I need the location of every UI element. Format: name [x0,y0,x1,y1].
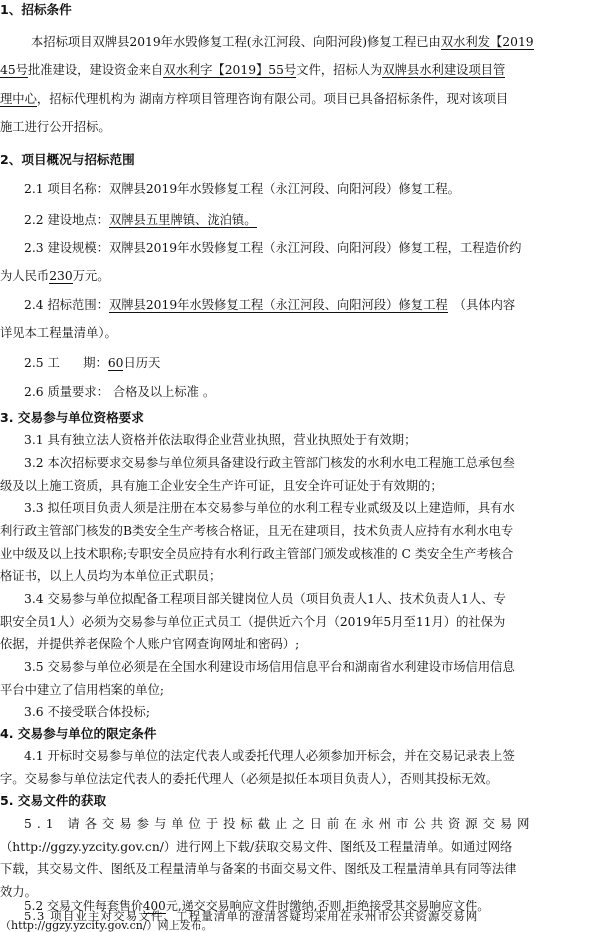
section-3-heading: 3. 交易参与单位资格要求 [0,410,144,425]
agency-text: ，招标代理机构为 湖南方梓项目管理咨询有限公司 [36,92,312,106]
item-2-4 [0,297,616,313]
s1-line-4: 施工进行公开招标。 [0,120,111,134]
item-2-1 [0,181,616,197]
item-text: 日历天 [123,356,161,370]
s1-text: 文件，招标人为 [296,63,383,77]
item-3-5-cont: 平台中建立了信用档案的单位; [0,683,165,697]
item-label: 2.1 项目名称： [24,182,109,196]
item-2-3-cont [0,268,616,284]
section-4-heading: 4. 交易参与单位的限定条件 [0,726,157,741]
tenderer-name: 双牌县水利建设项目管 [382,63,506,77]
item-text: （具体内容 [453,298,516,312]
s1-text: 。项目已具备招标条件，现对该项目 [311,92,509,106]
project-location: 双牌县五里牌镇、泷泊镇。 [108,213,257,227]
item-text: 万元。 [72,269,110,283]
s1-text: 本招标项目双牌县2019年水毁修复工程(永江河段、向阳河段)修复工程已由 [31,35,441,49]
item-3-3-cont-3: 格证书，以上人员均为本单位正式职员； [0,569,222,583]
item-3-1: 3.1 具有独立法人资格并依法取得企业营业执照，营业执照处于有效期； [24,433,417,447]
section-1-heading: 1、招标条件 [0,2,72,17]
approval-doc-number: 双水利发【2019 [440,35,534,49]
project-name: 双牌县2019年水毁修复工程（永江河段、向阳河段）修复工程。 [108,182,460,196]
item-2-2 [0,212,616,228]
tenderer-name-cont: 理中心 [0,92,37,106]
item-4-1: 4.1 开标时交易参与单位的法定代表人或委托代理人必须参加开标会，并在交易记录表上签 [24,749,515,763]
item-2-6: 2.6 质量要求： 合格及以上标准 。 [24,385,216,399]
s1-line-1 [0,34,616,50]
section-5-heading: 5. 交易文件的获取 [0,793,107,808]
item-4-1-cont: 字。交易参与单位法定代表人的委托代理人（必须是拟任本项目负责人），否则其投标无效。 [0,772,499,786]
item-5-1-cont-2: 下载，其交易文件、图纸及工程量清单与备案的书面交易文件、图纸及工程量清单具有同等法律 [0,862,517,876]
item-3-2-cont: 级及以上施工资质，具有施工企业安全生产许可证，且安全许可证处于有效期的； [0,479,443,493]
item-3-3-cont-1: 利行政主管部门核发的B类安全生产考核合格证，且无在建项目，技术负责人应持有水利水电专 [0,524,514,538]
s1-line-2 [0,62,616,78]
item-3-6: 3.6 不接受联合体投标; [24,705,150,719]
item-5-1-cont-1: （http://ggzy.yzcity.gov.cn/）进行网上下载/获取交易文件、图纸及工程量清单。如通过网络 [0,840,513,854]
item-label: 2.5 工 期： [24,356,108,370]
s1-text: 批准建设，建设资金来自 [27,63,164,77]
item-5-3-cont: （http://ggzy.yzcity.gov.cn/）网上发布。 [0,919,213,932]
item-3-3-cont-2: 业中级及以上技术职称;专职安全员应持有水利行政主管部门颁发或核准的 C 类安全生产考核合 [0,547,514,561]
item-3-2: 3.2 本次招标要求交易参与单位须具备建设行政主管部门核发的水利水电工程施工总承包叁 [24,456,515,470]
item-3-4-cont-1: 职安全员1人）必须为交易参与单位正式员工（提供近六个月（2019年5月至11月）的社保为 [0,615,506,629]
item-3-4: 3.4 交易参与单位拟配备工程项目部关键岗位人员（项目负责人1人、技术负责人1人、专 [24,592,506,606]
duration-days: 60 [107,356,124,370]
project-cost: 230 [49,269,73,283]
item-2-5 [0,355,616,371]
item-label: 2.2 建设地点： [24,213,109,227]
item-text: 为人民币 [0,269,50,283]
item-3-4-cont-2: 依据，并提供养老保险个人账户官网查询网址和密码）; [0,637,300,651]
tender-scope: 双牌县2019年水毁修复工程（永江河段、向阳河段）修复工程 [108,298,448,312]
item-3-5: 3.5 交易参与单位必须是在全国水利建设市场信用信息平台和湖南省水利建设市场信用信息 [24,660,515,674]
item-2-3: 2.3 建设规模：双牌县2019年水毁修复工程（永江河段、向阳河段）修复工程，工程造价约 [24,241,522,255]
document-price: 400 [142,899,166,913]
item-label: 2.4 招标范围： [24,298,109,312]
item-5-1-cont-3: 效力。 [0,885,37,899]
item-text: 5.2 交易文件每套售价 [24,899,143,913]
approval-doc-number-cont: 45号 [0,63,28,77]
funding-doc: 双水利字【2019】55号 [163,63,297,77]
item-3-3: 3.3 拟任项目负责人须是注册在本交易参与单位的水利工程专业贰级及以上建造师，具有水 [24,501,515,515]
item-5-1: 5.1 请各交易参与单位于投标截止之日前在永州市公共资源交易网 [24,817,535,831]
section-2-heading: 2、项目概况与招标范围 [0,152,135,167]
item-5-3: 5.3 项目业主对交易文件、工程量清单的澄清答疑均采用在永州市公共资源交易网 [24,909,479,923]
item-text: 元,递交交易响应文件时缴纳,否则,拒绝接受其交易响应文件。 [165,899,490,913]
s1-line-3 [0,91,616,107]
item-2-4-cont: 详见本工程量清单）。 [0,326,117,340]
